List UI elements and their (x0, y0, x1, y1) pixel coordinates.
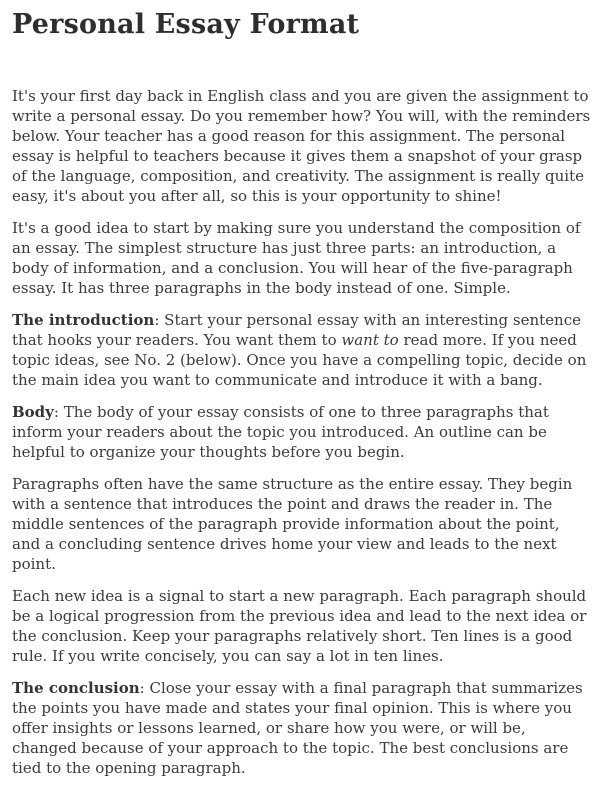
essay-paragraph-paragraph-structure (12, 474, 591, 574)
paragraph-text: It's your first day back in English class and you are given the assignment to write a personal essay. Do you remember how? You will, with the reminders below. Your teacher has a good reason for this assignment. The personal essay is helpful to teachers because it gives them a snapshot of your grasp of the language, composition, and creativity. The assignment is really quite easy, it's about you after all, so this is your opportunity to shine! (12, 87, 591, 205)
paragraph-text: Paragraphs often have the same structure as the entire essay. They begin with a sentence that introduces the point and draws the reader in. The middle sentences of the paragraph provide information about the point, and a concluding sentence drives home your view and leads to the next point. (12, 475, 573, 573)
paragraph-text: : Start your personal essay with an interesting sentence that hooks your readers. You want them to (12, 311, 581, 349)
paragraph-lead: The conclusion (12, 679, 140, 697)
paragraph-text: It's a good idea to start by making sure you understand the composition of an essay. The simplest structure has just three parts: an introduction, a body of information, and a conclusion. You will hear of the five-paragraph essay. It has three paragraphs in the body instead of one. Simple. (12, 219, 581, 297)
essay-paragraph-body (12, 402, 591, 462)
essay-content (12, 86, 591, 778)
essay-paragraph-intro-overview (12, 86, 591, 206)
paragraph-lead: The introduction (12, 311, 155, 329)
paragraph-lead: Body (12, 403, 54, 421)
paragraph-text: Each new idea is a signal to start a new paragraph. Each paragraph should be a logical progression from the previous idea and lead to the next idea or the conclusion. Keep your paragraphs relatively short. Ten lines is a good rule. If you write concisely, you can say a lot in ten lines. (12, 587, 587, 665)
essay-paragraph-the-conclusion (12, 678, 591, 778)
page-title: Personal Essay Format (12, 9, 360, 40)
paragraph-emphasis: want to (341, 331, 399, 349)
paragraph-text: : Close your essay with a final paragraph that summarizes the points you have made and states your final opinion. This is where you offer insights or lessons learned, or share how you were, or will be, changed because of your approach to the topic. The best conclusions are tied to the opening paragraph. (12, 679, 583, 777)
essay-paragraph-composition (12, 218, 591, 298)
paragraph-text: : The body of your essay consists of one to three paragraphs that inform your readers about the topic you introduced. An outline can be helpful to organize your thoughts before you begin. (12, 403, 549, 461)
essay-paragraph-the-introduction (12, 310, 591, 390)
essay-paragraph-new-ideas (12, 586, 591, 666)
paragraph-text: read more. If you need topic ideas, see No. 2 (below). Once you have a compelling topic, decide on the main idea you want to communicate and introduce it with a bang. (12, 331, 587, 389)
